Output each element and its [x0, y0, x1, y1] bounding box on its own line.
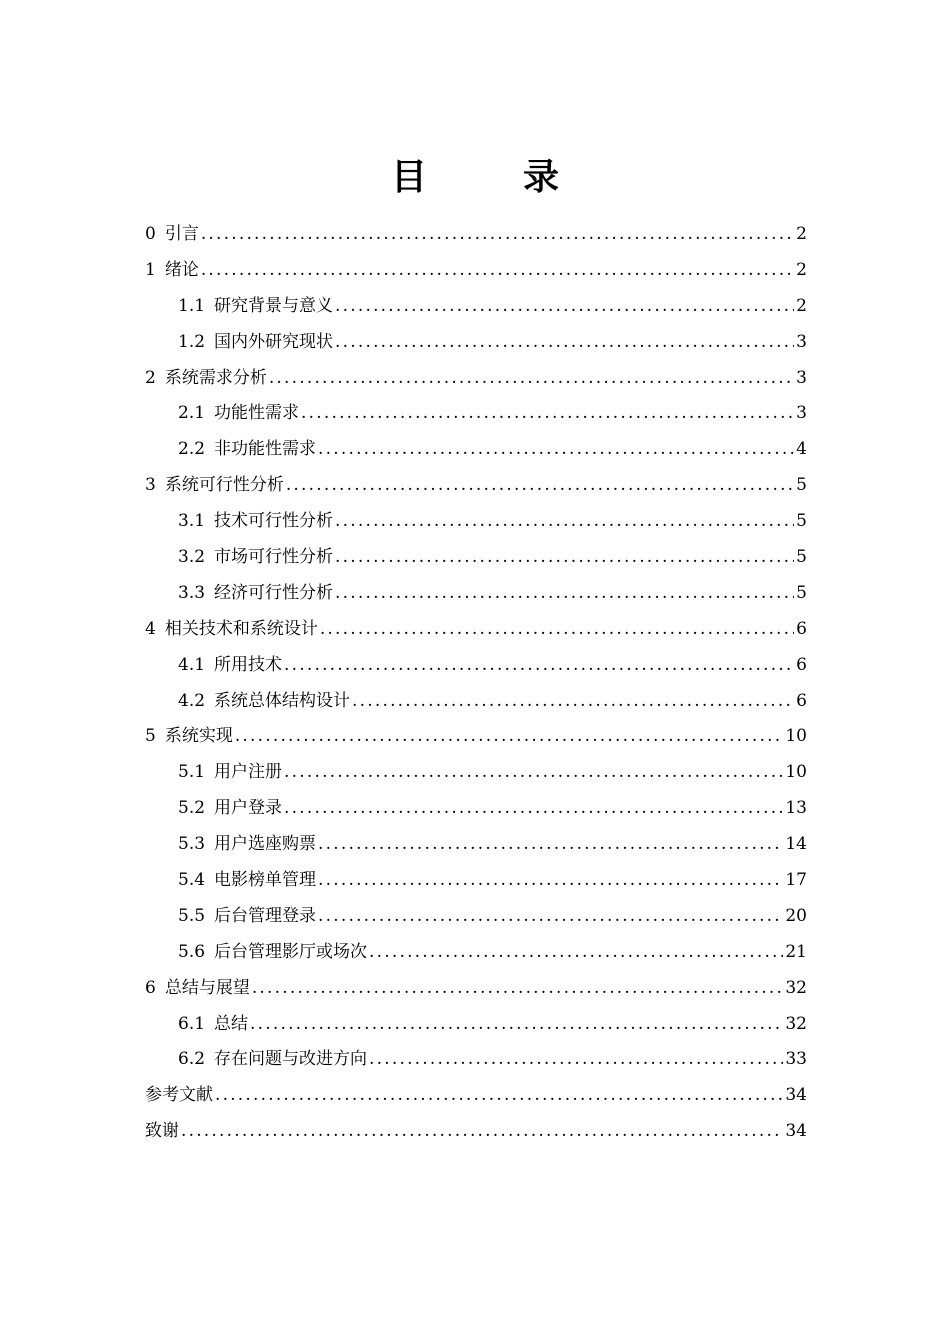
toc-entry-number: 6 — [145, 977, 156, 998]
toc-entry[interactable] — [145, 325, 807, 361]
toc-entry-page-number: 3 — [796, 367, 807, 388]
toc-entry-page-number: 20 — [785, 905, 807, 926]
toc-entry[interactable] — [145, 217, 807, 253]
toc-entry-number: 6.1 — [178, 1013, 206, 1034]
toc-entry[interactable] — [145, 576, 807, 612]
toc-entry-number: 5.5 — [178, 905, 206, 926]
toc-entry-title: 总结 — [214, 1013, 249, 1034]
toc-entry-number: 1 — [145, 259, 156, 280]
toc-dot-leader — [335, 540, 794, 576]
toc-entry-title: 后台管理影厅或场次 — [214, 941, 368, 962]
toc-entry[interactable] — [145, 468, 807, 504]
toc-entry-number: 5.4 — [178, 870, 206, 891]
toc-entry-number: 2.1 — [178, 403, 206, 424]
toc-entry-page-number: 32 — [785, 1013, 807, 1034]
toc-entry[interactable] — [145, 540, 807, 576]
toc-entry-page-number: 13 — [785, 798, 807, 819]
toc-entry-page-number: 3 — [796, 331, 807, 352]
toc-entry-page-number: 5 — [796, 511, 807, 532]
toc-entry-number: 3.1 — [178, 511, 206, 532]
toc-entry-title: 绪论 — [164, 259, 199, 280]
toc-entry[interactable] — [145, 396, 807, 432]
toc-entry-page-number: 2 — [796, 295, 807, 316]
toc-entry-number: 5.1 — [178, 762, 206, 783]
toc-entry-page-number: 5 — [796, 582, 807, 603]
toc-dot-leader — [235, 719, 784, 755]
toc-entry-number: 2 — [145, 367, 156, 388]
toc-entry[interactable] — [145, 863, 807, 899]
toc-entry[interactable] — [145, 935, 807, 971]
toc-dot-leader — [284, 755, 783, 791]
toc-dot-leader — [335, 504, 794, 540]
toc-dot-leader — [335, 325, 794, 361]
toc-entry-number: 5 — [145, 726, 156, 747]
toc-entry-page-number: 5 — [796, 547, 807, 568]
toc-entry-title: 用户选座购票 — [214, 834, 317, 855]
toc-entry-title: 参考文献 — [145, 1085, 213, 1106]
toc-dot-leader — [318, 899, 783, 935]
toc-dot-leader — [181, 1114, 783, 1150]
toc-dot-leader — [320, 612, 794, 648]
toc-entry[interactable] — [145, 827, 807, 863]
toc-entry-title: 电影榜单管理 — [214, 870, 317, 891]
toc-entry-page-number: 3 — [796, 403, 807, 424]
toc-entry-title: 市场可行性分析 — [214, 547, 334, 568]
toc-entry[interactable] — [145, 648, 807, 684]
toc-entry-title: 系统需求分析 — [164, 367, 267, 388]
toc-entry[interactable] — [145, 432, 807, 468]
toc-entry[interactable] — [145, 361, 807, 397]
toc-entry-page-number: 34 — [785, 1121, 807, 1142]
toc-entry-number: 5.3 — [178, 834, 206, 855]
toc-entry-page-number: 6 — [796, 654, 807, 675]
toc-entry[interactable] — [145, 791, 807, 827]
toc-entry-title: 相关技术和系统设计 — [164, 618, 318, 639]
toc-dot-leader — [352, 684, 794, 720]
toc-entry[interactable] — [145, 755, 807, 791]
toc-dot-leader — [284, 791, 783, 827]
toc-dot-leader — [269, 361, 794, 397]
toc-entry[interactable] — [145, 289, 807, 325]
toc-entry-page-number: 2 — [796, 259, 807, 280]
toc-entry-title: 所用技术 — [214, 654, 283, 675]
toc-entry-page-number: 5 — [796, 475, 807, 496]
toc-entry-number: 1.2 — [178, 331, 206, 352]
toc-entry-number: 4.2 — [178, 690, 206, 711]
toc-dot-leader — [286, 468, 794, 504]
toc-entry[interactable] — [145, 1007, 807, 1043]
toc-entry-number: 0 — [145, 224, 156, 244]
toc-entry-title: 存在问题与改进方向 — [214, 1049, 368, 1070]
toc-entry-page-number: 32 — [785, 977, 807, 998]
toc-dot-leader — [301, 396, 794, 432]
toc-entry-number: 4.1 — [178, 654, 206, 675]
toc-entry-title: 用户注册 — [214, 762, 283, 783]
toc-dot-leader — [318, 863, 783, 899]
toc-entry-title: 经济可行性分析 — [214, 582, 334, 603]
toc-entry-title: 国内外研究现状 — [214, 331, 334, 352]
toc-entry-number: 3.3 — [178, 582, 206, 603]
toc-entry-title: 功能性需求 — [214, 403, 300, 424]
toc-entry-title: 致谢 — [145, 1121, 179, 1142]
toc-entry-title: 研究背景与意义 — [214, 295, 334, 316]
toc-entry-title: 总结与展望 — [164, 977, 250, 998]
toc-entry-page-number: 4 — [796, 439, 807, 460]
toc-entry-number: 2.2 — [178, 439, 206, 460]
toc-entry-page-number: 21 — [785, 941, 807, 962]
toc-dot-leader — [284, 648, 794, 684]
toc-entry[interactable] — [145, 719, 807, 755]
toc-dot-leader — [250, 1007, 783, 1043]
toc-entry-title: 非功能性需求 — [214, 439, 317, 460]
toc-entry[interactable] — [145, 253, 807, 289]
toc-entry-title: 引言 — [164, 224, 199, 244]
toc-entry[interactable] — [145, 612, 807, 648]
toc-dot-leader — [369, 935, 783, 971]
toc-entry-page-number: 10 — [785, 726, 807, 747]
toc-dot-leader — [318, 432, 794, 468]
page-title: 目 录 — [390, 156, 589, 198]
toc-dot-leader — [335, 576, 794, 612]
toc-entry-page-number: 33 — [785, 1049, 807, 1070]
toc-entry[interactable] — [145, 971, 807, 1007]
toc-entry-title: 系统实现 — [164, 726, 233, 747]
toc-entry-number: 6.2 — [178, 1049, 206, 1070]
toc-entry[interactable] — [145, 899, 807, 935]
table-of-contents — [145, 217, 807, 1150]
toc-entry-page-number: 14 — [785, 834, 807, 855]
toc-entry-title: 后台管理登录 — [214, 905, 317, 926]
toc-entry[interactable] — [145, 504, 807, 540]
toc-dot-leader — [335, 289, 794, 325]
toc-entry[interactable] — [145, 1078, 807, 1114]
toc-entry-page-number: 6 — [796, 690, 807, 711]
toc-entry-title: 系统总体结构设计 — [214, 690, 351, 711]
toc-entry-number: 5.2 — [178, 798, 206, 819]
toc-entry[interactable] — [145, 1114, 807, 1150]
toc-entry-number: 1.1 — [178, 295, 206, 316]
toc-dot-leader — [318, 827, 783, 863]
toc-entry-number: 5.6 — [178, 941, 206, 962]
toc-entry[interactable] — [145, 1042, 807, 1078]
toc-dot-leader — [201, 253, 794, 289]
toc-entry-page-number: 6 — [796, 618, 807, 639]
toc-dot-leader — [215, 1078, 783, 1114]
toc-entry-number: 3 — [145, 475, 156, 496]
toc-entry-number: 4 — [145, 618, 156, 639]
toc-entry-title: 技术可行性分析 — [214, 511, 334, 532]
toc-dot-leader — [252, 971, 784, 1007]
toc-dot-leader — [201, 217, 794, 253]
toc-entry-page-number: 10 — [785, 762, 807, 783]
toc-entry-title: 系统可行性分析 — [164, 475, 284, 496]
toc-entry-number: 3.2 — [178, 547, 206, 568]
toc-entry[interactable] — [145, 684, 807, 720]
toc-dot-leader — [369, 1042, 783, 1078]
toc-entry-page-number: 17 — [785, 870, 807, 891]
toc-entry-page-number: 2 — [796, 224, 807, 244]
toc-entry-title: 用户登录 — [214, 798, 283, 819]
toc-entry-page-number: 34 — [785, 1085, 807, 1106]
